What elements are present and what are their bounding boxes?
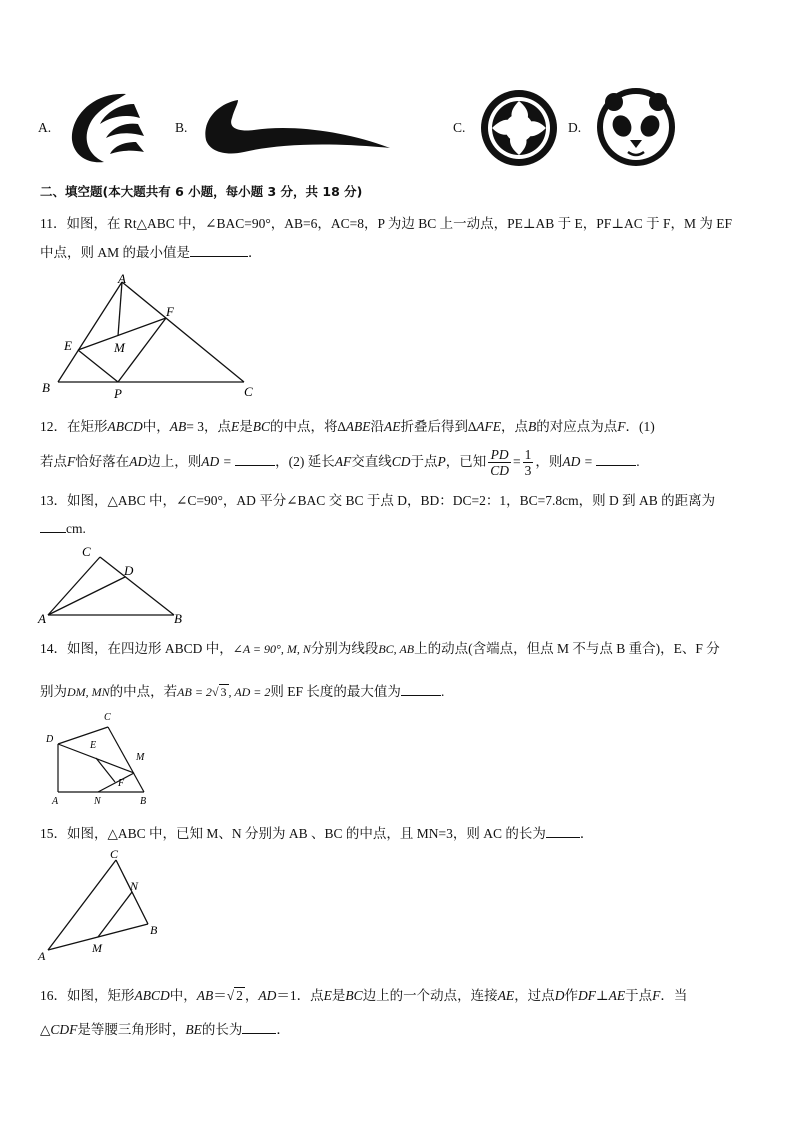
q14-label-b: B (140, 796, 147, 807)
q12-math-tri-afe: ∆AFE (468, 419, 502, 434)
q14-text: 上的动点(含端点，但点 M 不与点 B 重合)，E、F 分 (414, 641, 720, 656)
q14-label-a: A (52, 796, 59, 807)
q12-text: 折叠后得到 (400, 419, 469, 434)
q14-text: 14．如图，在四边形 ABCD 中， (40, 641, 233, 656)
q14-math-dmmn: DM, MN (67, 685, 110, 699)
q12-math-af: AF (334, 454, 352, 469)
q12-math-ab: AB (169, 419, 187, 434)
q16-text: 于点 (625, 988, 653, 1003)
section-heading: 二、填空题(本大题共有 6 小题，每小题 3 分，共 18 分) (40, 184, 363, 199)
q11-label-f: F (166, 304, 174, 319)
q14-label-n: N (94, 796, 101, 807)
q16-text: 是等腰三角形时， (77, 1022, 186, 1037)
q12-answer-blank-1 (235, 453, 275, 466)
q16-text: 是 (331, 988, 346, 1003)
q16-answer-blank (242, 1021, 276, 1034)
q14-label-f: F (118, 778, 125, 789)
q16-math-ae: AE (497, 988, 515, 1003)
q12-math-f: F (617, 419, 626, 434)
q14-math-cond: ∠A = 90°, M, N (232, 642, 311, 656)
q12-fraction-pd-cd (488, 447, 511, 478)
q15-label-a: A (38, 949, 46, 963)
q15-text: ． (579, 826, 594, 841)
q15-answer-blank (546, 825, 580, 838)
q15-label-b: B (150, 923, 158, 937)
q15-label-c: C (110, 848, 119, 861)
q12-math-bc: BC (252, 419, 271, 434)
q15-text: 15．如图，△ABC 中，已知 M、N 分别为 AB 、BC 的中点，且 MN=3，则 AC 的长为 (40, 826, 546, 841)
q14-sqrt-arg: 3 (220, 685, 227, 699)
q12-text: ，点 (501, 419, 529, 434)
q16-math-d: D (554, 988, 565, 1003)
q16-text: 16．如图，矩形 (40, 988, 135, 1003)
q16-text: 中， (169, 988, 197, 1003)
q12-text: 12．在矩形 (40, 419, 108, 434)
q12-math-p: P (437, 454, 446, 469)
q12-text: 若点 (40, 454, 67, 469)
q12-math-f: F (67, 454, 76, 469)
q11-text-line1: 11．如图，在 Rt△ABC 中，∠BAC=90°，AB=6，AC=8，P 为边 BC 上一动点，PE⊥AB 于 E，PF⊥AC 于 F，M 为 EF (40, 216, 733, 231)
q16-text: 作 (564, 988, 578, 1003)
option-d-panda-face-image (594, 86, 678, 168)
q12-math-ad-eq: AD = (562, 454, 593, 469)
q16-math-e: E (323, 988, 332, 1003)
q12-text: ，已知 (445, 454, 487, 469)
option-a-crescent-image (64, 88, 154, 166)
option-d-label: D. (568, 120, 582, 135)
q12-text: 中， (142, 419, 170, 434)
q16-text: ．当 (660, 988, 688, 1003)
q12-text: 是 (239, 419, 253, 434)
q12-text: . (636, 454, 640, 469)
q16-math-f: F (652, 988, 661, 1003)
q15-label-n: N (130, 879, 139, 893)
q16-text: 边上的一个动点，连接 (362, 988, 498, 1003)
q14-label-e: E (90, 740, 97, 751)
q12-text: 恰好落在 (75, 454, 130, 469)
q11-answer-blank (190, 244, 248, 257)
q13-text-line1: 13．如图，△ABC 中，∠C=90°，AD 平分∠BAC 交 BC 于点 D，BD：DC=2：1，BC=7.8cm，则 D 到 AB 的距离为 (40, 493, 716, 508)
q16-text: ，过点 (514, 988, 555, 1003)
q13-triangle-figure (36, 543, 188, 627)
option-c-circular-emblem-image (478, 88, 560, 168)
q12-text: ，点 (204, 419, 231, 434)
q12-math-e: E (231, 419, 240, 434)
q15-triangle-figure (36, 848, 166, 964)
q14-quadrilateral-figure (40, 710, 152, 810)
q15-label-m: M (92, 941, 102, 955)
q12-math-ad: AD (129, 454, 148, 469)
q12-math-ae: AE (384, 419, 401, 434)
q11-label-b: B (42, 380, 50, 395)
q14-math-ad: , AD = 2 (228, 685, 271, 699)
q14-math-segs: BC, AB (378, 642, 415, 656)
q12-text-line2 (40, 444, 640, 480)
q14-text: 的中点，若 (109, 684, 178, 699)
q14-sqrt: √ 3 (211, 685, 227, 699)
q14-text: 别为 (40, 684, 67, 699)
q12-math-tri-abe: ∆ABE (337, 419, 371, 434)
option-b-label: B. (175, 120, 188, 135)
q16-math-be: BE (185, 1022, 202, 1037)
q13-answer-blank (40, 520, 66, 533)
q15-text-line1 (40, 822, 593, 842)
q14-text: 则 EF 长度的最大值为 (270, 684, 401, 699)
q16-math-ad: AD (258, 988, 277, 1003)
q12-text: 于点 (410, 454, 438, 469)
q16-math-abcd: ABCD (134, 988, 170, 1003)
q12-math-eq: = (513, 454, 521, 469)
q14-label-d: D (46, 734, 54, 745)
q13-text-unit: cm. (66, 521, 86, 536)
q11-text-line2 (40, 241, 262, 261)
q12-math-abcd: ABCD (107, 419, 143, 434)
q12-frac-num: PD (488, 447, 511, 463)
q16-text: ． (276, 1022, 290, 1037)
q16-text-line2 (40, 1018, 290, 1038)
q13-text-line2 (40, 520, 86, 537)
q12-math-cd: CD (391, 454, 411, 469)
q12-text: ，(2) 延长 (275, 454, 335, 469)
q13-label-c: C (82, 544, 91, 559)
q14-text: 分别为线段 (310, 641, 379, 656)
q16-text: ＝1．点 (276, 988, 324, 1003)
q13-label-a: A (38, 611, 46, 626)
q16-sqrt-arg: 2 (236, 988, 243, 1003)
q16-text-line1 (40, 984, 687, 1004)
q14-label-m: M (136, 752, 145, 763)
q12-fraction-one-third (523, 447, 534, 478)
option-a-label: A. (38, 120, 52, 135)
q11-label-m: M (114, 340, 125, 355)
q12-text: ，则 (535, 454, 563, 469)
q16-math-bc: BC (345, 988, 363, 1003)
q11-text-prefix: 中点，则 AM 的最小值是 (40, 245, 191, 260)
q12-text: 沿 (370, 419, 385, 434)
q11-label-e: E (64, 338, 72, 353)
q12-frac-den: CD (490, 463, 510, 479)
q16-math-cdf: △CDF (40, 1022, 78, 1037)
option-b-swoosh-image (198, 96, 393, 158)
q12-text: 交直线 (351, 454, 392, 469)
q12-text: 边上，则 (147, 454, 202, 469)
q11-label-c: C (244, 384, 253, 399)
q12-answer-blank-2 (596, 453, 636, 466)
q16-math-ab: AB (196, 988, 214, 1003)
q16-text: ＝ (213, 988, 227, 1003)
q14-answer-blank (401, 683, 441, 696)
q16-text: 的长为 (201, 1022, 243, 1037)
q11-label-p: P (114, 386, 122, 400)
q14-label-c: C (104, 712, 111, 723)
q12-frac-num: 1 (524, 447, 532, 463)
q14-math-ab: AB = 2 (177, 685, 212, 699)
q13-label-b: B (174, 611, 182, 626)
q13-label-d: D (124, 563, 134, 578)
q14-text-line2 (40, 680, 444, 700)
q14-text: . (440, 684, 445, 699)
q12-frac-den: 3 (524, 463, 532, 479)
q12-math-ad-eq: AD = (201, 454, 232, 469)
q16-sqrt: √ 2 (226, 988, 243, 1003)
q11-triangle-figure (38, 272, 260, 400)
q11-label-a: A (118, 272, 126, 286)
q12-text-line1 (40, 415, 655, 435)
q11-text-suffix: ． (248, 245, 262, 260)
q16-math-df-perp-ae: DF⊥AE (577, 988, 626, 1003)
q14-text-line1 (40, 637, 720, 657)
q12-text: 的中点，将 (270, 419, 338, 434)
q16-text: ， (244, 988, 259, 1003)
q12-text: 的对应点为点 (536, 419, 618, 434)
option-c-label: C. (453, 120, 466, 135)
q12-math-b: B (528, 419, 537, 434)
q12-text: ．(1) (625, 419, 655, 434)
q12-math-eq3: = 3 (186, 419, 204, 434)
